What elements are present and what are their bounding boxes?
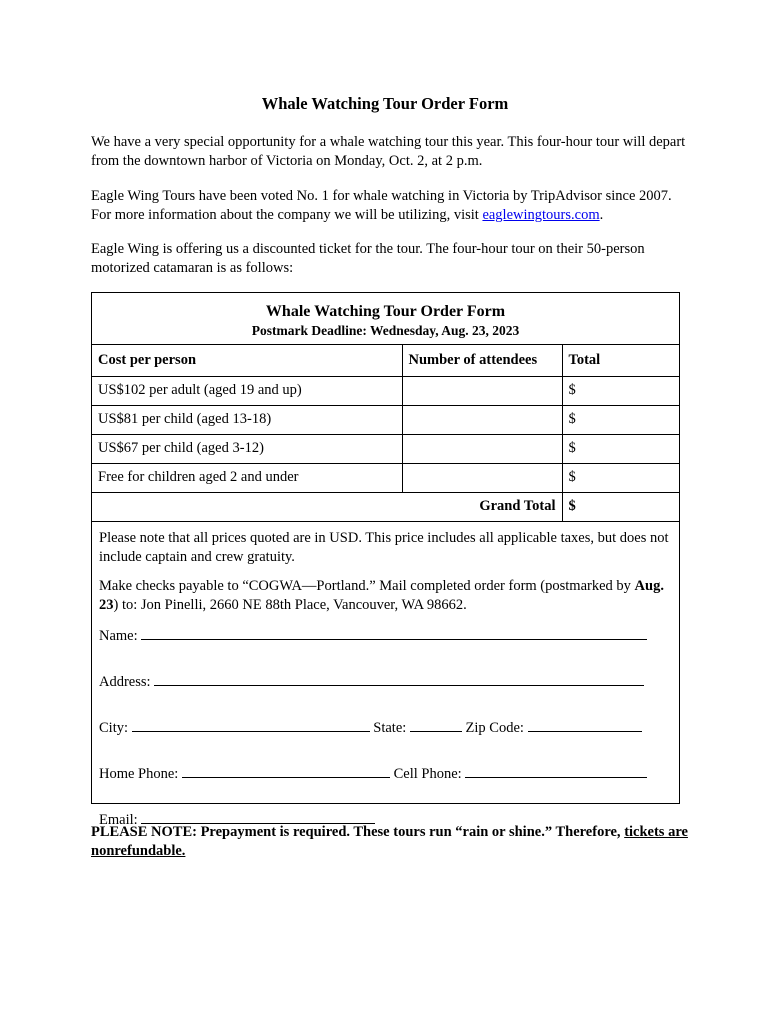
cell-phone-label: Cell Phone: [393,765,462,782]
grand-total-row [92,492,679,521]
prepayment-note [91,823,691,861]
table-row [92,434,679,463]
intro-2-suffix: . [599,207,604,223]
cost-cell: US$81 per child (aged 13-18) [92,405,402,434]
cost-cell: Free for children aged 2 and under [92,463,402,492]
attendees-input-cell[interactable] [402,376,562,405]
table-row [92,376,679,405]
nonrefundable-text: tickets are nonrefundable. [91,824,688,859]
cell-phone-field[interactable] [465,763,647,778]
grand-total-value[interactable]: $ [562,492,679,521]
zip-field[interactable] [528,717,642,732]
zip-label: Zip Code: [465,719,524,736]
city-state-zip-line [99,717,672,753]
name-field[interactable] [141,625,647,640]
email-label: Email: [99,811,138,828]
intro-paragraph-1: We have a very special opportunity for a whale watching tour this year. This four-hour tour will depart from the downtown harbor of Victoria on Monday, Oct. 2, at 2 p.m. [91,134,686,169]
grand-total-label: Grand Total [402,492,562,521]
city-label: City: [99,719,129,736]
eaglewingtours-link[interactable]: eaglewingtours.com [482,207,600,223]
email-field[interactable] [141,809,375,824]
column-header-cost: Cost per person [92,345,402,376]
home-phone-label: Home Phone: [99,765,179,782]
column-header-total: Total [562,345,679,376]
table-row [92,405,679,434]
document-title: Whale Watching Tour Order Form [261,94,509,113]
city-field[interactable] [132,717,370,732]
home-phone-field[interactable] [182,763,390,778]
checks-date: Aug. 23 [99,577,664,613]
name-field-line [99,625,672,661]
address-label: Address: [99,673,151,690]
price-note: Please note that all prices quoted are in USD. This price includes all applicable taxes, but does not include captain and crew gratuity. [99,529,669,565]
attendees-input-cell[interactable] [402,434,562,463]
address-field[interactable] [154,671,644,686]
form-title: Whale Watching Tour Order Form [265,303,506,320]
intro-paragraph-2 [91,187,691,225]
cost-cell: US$67 per child (aged 3-12) [92,434,402,463]
total-cell[interactable]: $ [562,376,679,405]
address-field-line [99,671,672,707]
cost-cell: US$102 per adult (aged 19 and up) [92,376,402,405]
table-row [92,463,679,492]
total-cell[interactable]: $ [562,405,679,434]
name-label: Name: [99,627,138,644]
checks-instructions [99,577,672,615]
column-header-attendees: Number of attendees [402,345,562,376]
order-form-box [91,292,680,828]
table-header-row [92,345,679,376]
total-cell[interactable]: $ [562,434,679,463]
state-field[interactable] [410,717,462,732]
total-cell[interactable]: $ [562,463,679,492]
attendees-input-cell[interactable] [402,405,562,434]
price-table [92,345,679,522]
attendees-input-cell[interactable] [402,463,562,492]
intro-2-text: Eagle Wing Tours have been voted No. 1 for whale watching in Victoria by TripAdvisor since 2007. For more information about the company we will be utilizing, visit [91,188,672,223]
postmark-deadline: Postmark Deadline: Wednesday, Aug. 23, 2023 [251,323,520,338]
grand-total-spacer [92,492,402,521]
phone-field-line [99,763,672,799]
form-notes [92,522,679,845]
checks-text: Make checks payable to “COGWA—Portland.” Mail completed order form (postmarked by [99,577,635,594]
intro-paragraph-3: Eagle Wing is offering us a discounted ticket for the tour. The four-hour tour on their 50-person motorized catamaran is as follows: [91,241,645,276]
state-label: State: [373,719,407,736]
form-header [92,293,679,345]
checks-address: ) to: Jon Pinelli, 2660 NE 88th Place, Vancouver, WA 98662. [113,596,467,613]
prepayment-text: PLEASE NOTE: Prepayment is required. These tours run “rain or shine.” Therefore, [91,824,625,840]
